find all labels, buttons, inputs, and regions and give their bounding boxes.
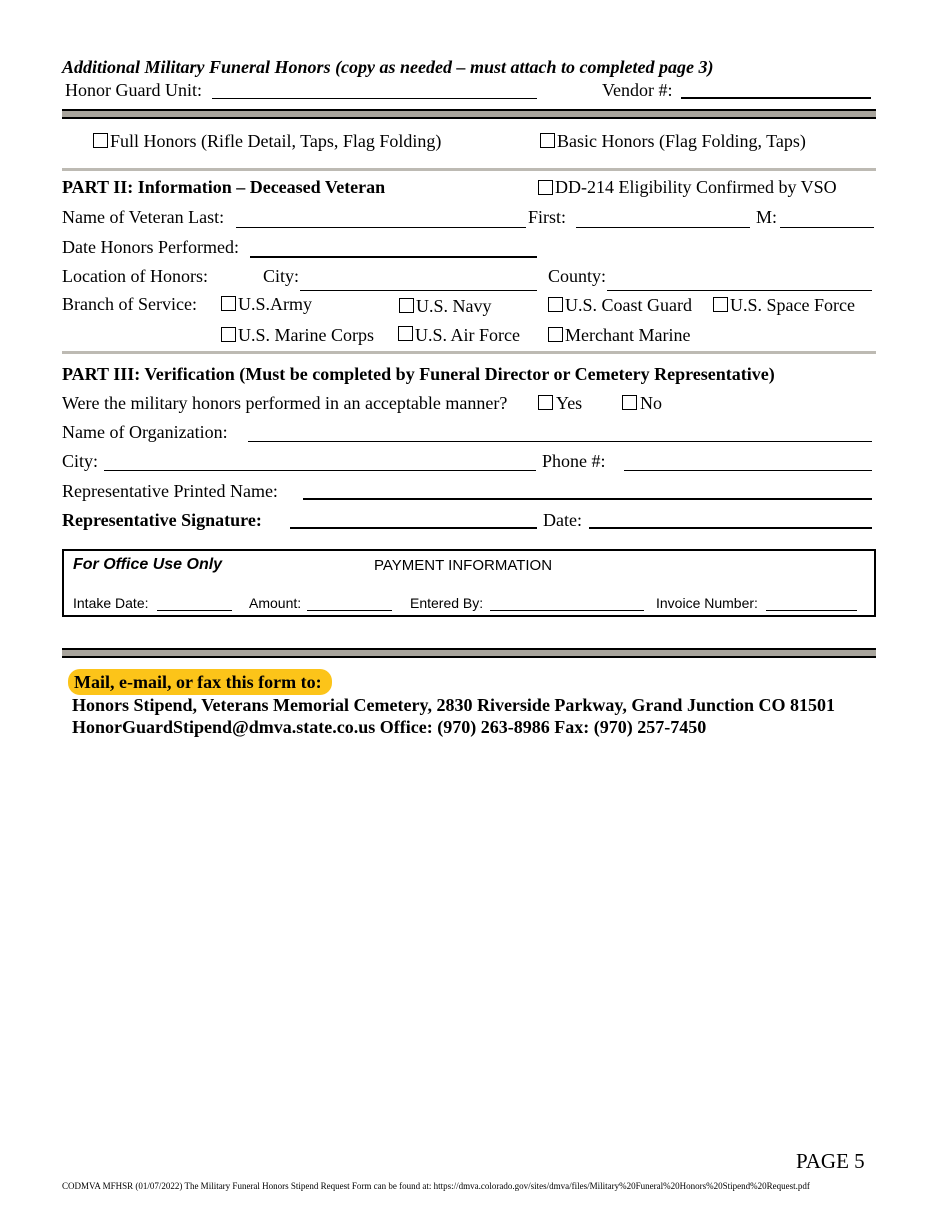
phone-field[interactable] [624,470,872,471]
section-divider [62,168,876,171]
mail-heading: Mail, e-mail, or fax this form to: [74,672,322,692]
location-city-field[interactable] [300,290,537,291]
dd214-label: DD-214 Eligibility Confirmed by VSO [555,177,837,197]
no-label: No [640,393,662,413]
space-force-checkbox[interactable] [713,297,728,312]
veteran-first-name-label: First: [528,207,567,227]
header-divider [62,109,876,119]
phone-label: Phone #: [542,451,606,471]
veteran-middle-label: M: [756,207,778,227]
page-number: PAGE 5 [796,1149,865,1173]
rep-date-field[interactable] [589,527,872,529]
veteran-last-name-field[interactable] [236,227,526,228]
rep-signature-field[interactable] [290,527,537,529]
veteran-last-name-label: Name of Veteran Last: [62,207,225,227]
honor-guard-unit-field[interactable] [212,98,537,99]
invoice-number-label: Invoice Number: [656,595,758,611]
location-county-field[interactable] [607,290,872,291]
acceptable-question: Were the military honors performed in an acceptable manner? [62,393,508,413]
payment-info-label: PAYMENT INFORMATION [374,557,553,574]
air-force-label: U.S. Air Force [415,325,520,345]
air-force-checkbox[interactable] [398,326,413,341]
basic-honors-label: Basic Honors (Flag Folding, Taps) [557,131,806,151]
yes-checkbox[interactable] [538,395,553,410]
merchant-marine-label: Merchant Marine [565,325,691,345]
basic-honors-checkbox[interactable] [540,133,555,148]
amount-field[interactable] [307,610,392,611]
marine-corps-label: U.S. Marine Corps [238,325,374,345]
location-label: Location of Honors: [62,266,208,286]
veteran-first-name-field[interactable] [576,227,750,228]
org-city-field[interactable] [104,470,536,471]
army-label: U.S.Army [238,294,313,314]
section-divider [62,351,876,354]
full-honors-label: Full Honors (Rifle Detail, Taps, Flag Folding) [110,131,442,151]
space-force-label: U.S. Space Force [730,295,855,315]
army-checkbox[interactable] [221,296,236,311]
invoice-number-field[interactable] [766,610,857,611]
entered-by-label: Entered By: [410,595,484,611]
branch-label: Branch of Service: [62,294,197,314]
form-title: Additional Military Funeral Honors (copy as needed – must attach to completed page 3) [62,57,714,77]
date-honors-label: Date Honors Performed: [62,237,239,257]
honor-guard-unit-label: Honor Guard Unit: [65,80,202,100]
organization-label: Name of Organization: [62,422,228,442]
rep-signature-label: Representative Signature: [62,510,262,530]
mail-address: Honors Stipend, Veterans Memorial Cemetery, 2830 Riverside Parkway, Grand Junction CO 81501 [72,695,835,715]
office-use-title: For Office Use Only [73,556,223,573]
rep-name-field[interactable] [303,498,872,500]
vendor-field[interactable] [681,97,871,99]
organization-field[interactable] [248,441,872,442]
intake-date-label: Intake Date: [73,595,149,611]
amount-label: Amount: [249,595,302,611]
form-footer: CODMVA MFHSR (01/07/2022) The Military Funeral Honors Stipend Request Form can be found at: https://dmva.colorado.gov/sites/dmva/files/Military%20Funeral%20Honors%20Stipend%20Request.pdf [62,1181,810,1191]
entered-by-field[interactable] [490,610,644,611]
marine-corps-checkbox[interactable] [221,327,236,342]
rep-name-label: Representative Printed Name: [62,481,278,501]
dd214-checkbox[interactable] [538,180,553,195]
footer-divider [62,648,876,658]
part2-title: PART II: Information – Deceased Veteran [62,177,386,197]
date-honors-field[interactable] [250,256,537,258]
navy-checkbox[interactable] [399,298,414,313]
intake-date-field[interactable] [157,610,232,611]
full-honors-checkbox[interactable] [93,133,108,148]
coast-guard-label: U.S. Coast Guard [565,295,692,315]
merchant-marine-checkbox[interactable] [548,327,563,342]
part3-title: PART III: Verification (Must be completed by Funeral Director or Cemetery Representative) [62,364,775,384]
rep-date-label: Date: [543,510,582,530]
location-county-label: County: [548,266,607,286]
coast-guard-checkbox[interactable] [548,297,563,312]
org-city-label: City: [62,451,99,471]
mail-contact: HonorGuardStipend@dmva.state.co.us Office: (970) 263-8986 Fax: (970) 257-7450 [72,717,707,737]
veteran-middle-field[interactable] [780,227,874,228]
no-checkbox[interactable] [622,395,637,410]
yes-label: Yes [556,393,583,413]
vendor-label: Vendor #: [602,80,673,100]
location-city-label: City: [263,266,300,286]
navy-label: U.S. Navy [416,296,492,316]
